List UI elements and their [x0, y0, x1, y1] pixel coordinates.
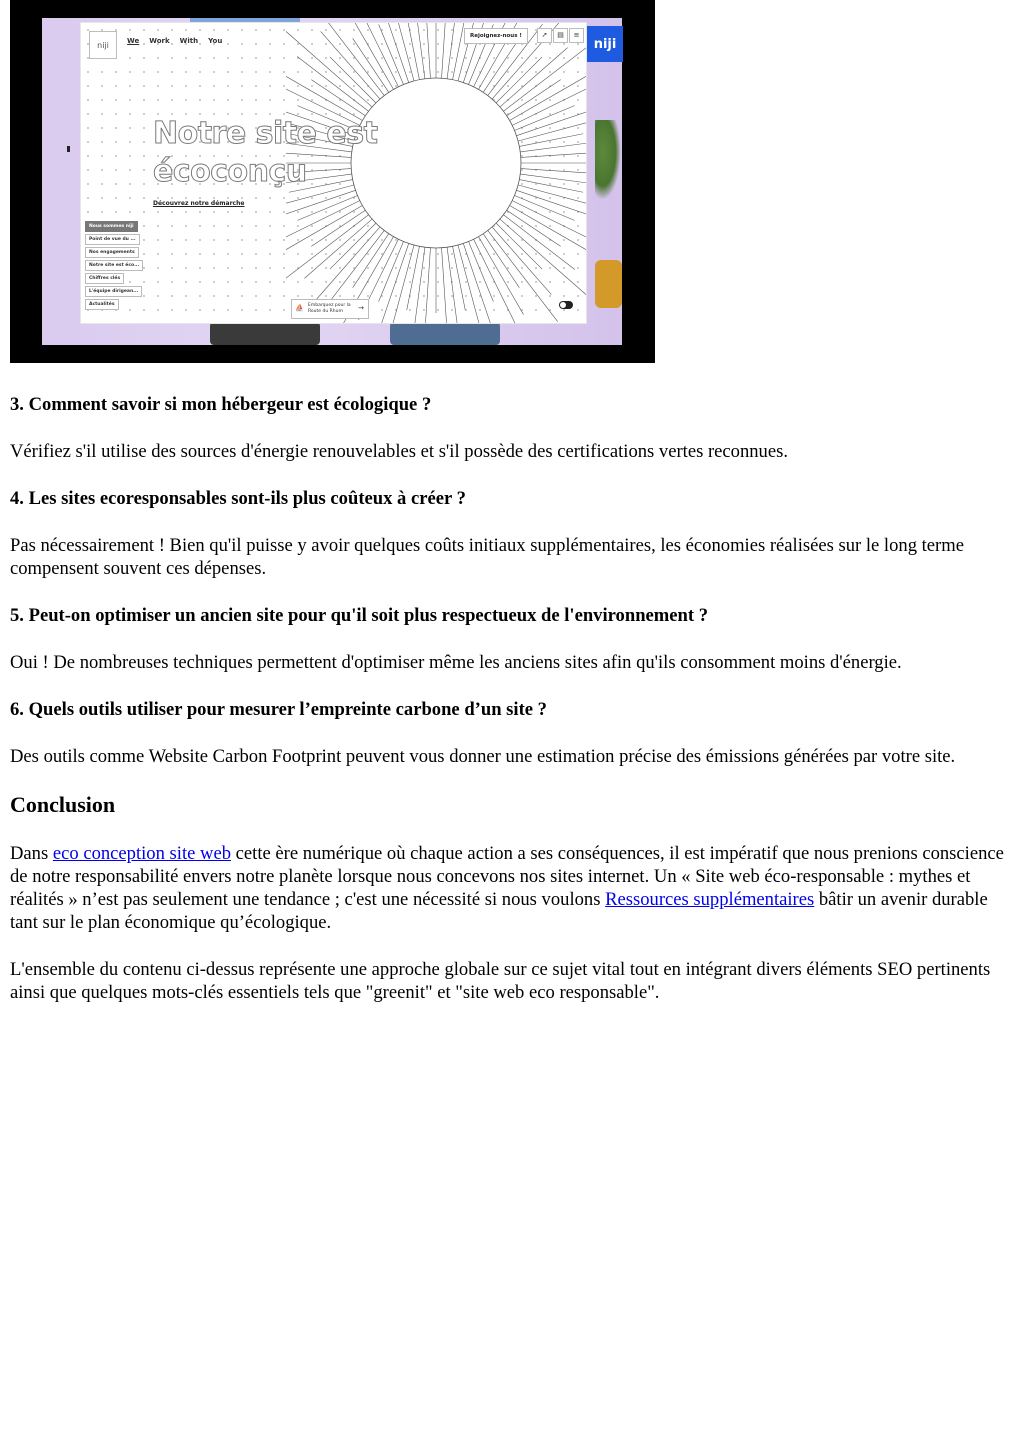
sun-ray — [353, 234, 389, 288]
embark-card — [291, 299, 369, 319]
sun-ray — [297, 56, 368, 111]
conclusion-paragraph-1 — [10, 842, 1014, 934]
sun-ray — [516, 190, 586, 227]
sun-ray — [447, 247, 459, 323]
menu-item: L'équipe dirigean... — [85, 286, 142, 297]
conclusion-text: bâtir un avenir durable tant sur le plan économique qu’écologique. — [10, 889, 988, 933]
sailboat-icon: ⛵ — [295, 304, 304, 312]
sun-ray — [463, 243, 492, 323]
menu-item: Nos engagements — [85, 247, 139, 258]
menu-item: Nous sommes niji — [85, 221, 138, 232]
sun-ray — [510, 206, 586, 264]
section-body: Oui ! De nombreuses techniques permettent d'optimiser même les anciens sites afin qu'ils consomment moins d'énergie. — [10, 652, 902, 673]
hero-cta-link: Découvrez notre démarche — [153, 200, 245, 207]
section-body: Vérifiez s'il utilise des sources d'énergie renouvelables et s'il possède des certifications vertes reconnues. — [10, 441, 788, 462]
nav-item-with: With — [179, 37, 199, 45]
nav-item-work: Work — [149, 37, 170, 45]
niji-badge: niji — [587, 26, 623, 62]
sun-ray — [442, 248, 450, 323]
embark-text: Embarquez pour la Route du Rhum — [308, 303, 351, 314]
conclusion-text: Dans — [10, 843, 53, 864]
join-button: Rejoignez-nous ! — [464, 28, 528, 44]
sun-ray — [391, 245, 414, 323]
section-heading: 3. Comment savoir si mon hébergeur est écologique ? — [10, 394, 432, 415]
sun-ray — [496, 57, 542, 103]
section-heading: 5. Peut-on optimiser un ancien site pour qu'il soit plus respectueux de l'environnement ? — [10, 605, 709, 626]
sun-ray — [314, 23, 384, 96]
sun-ray — [407, 23, 420, 80]
sun-ray — [407, 246, 420, 310]
sun-ray — [353, 38, 389, 92]
site-logo: niji — [89, 31, 117, 59]
sun-ray — [488, 230, 558, 321]
section-heading: 4. Les sites ecoresponsables sont-ils plus coûteux à créer ? — [10, 488, 466, 509]
sun-ray — [348, 23, 399, 87]
conclusion-paragraph-2: L'ensemble du contenu ci-dessus représente une approche globale sur ce sujet vital tout en intégrant divers éléments SEO pertinents ainsi que quelques mots-clés essentiels tels que "greenit" et "site web eco responsable". — [10, 959, 991, 1003]
sun-ray — [503, 41, 586, 111]
nav-item-you: You — [208, 37, 223, 45]
sun-ray — [311, 210, 365, 246]
menu-item: Actualités — [85, 299, 119, 310]
website-preview — [80, 22, 587, 324]
conclusion-text: cette ère numérique où chaque action a ses conséquences, il est impératif que nous prenions conscience de notre responsabilité envers notre planète lorsque nous concevons nos sites internet. Un « Site web éco-responsable : mythes et réalités » n’est pas seulement une tendance ; c'est une nécessité si nous voulons — [10, 843, 1004, 910]
sun-ray — [483, 234, 519, 288]
sun-ray — [521, 150, 586, 158]
sun-ray — [521, 169, 586, 175]
hero-title — [153, 115, 413, 191]
sun-ray — [518, 185, 586, 208]
hero-title-line1: Notre site est — [153, 116, 378, 151]
sun-ray — [423, 23, 431, 78]
sun-ray — [512, 201, 586, 241]
sun-ray — [458, 245, 488, 323]
sun-ray — [330, 57, 376, 103]
theme-toggle — [559, 301, 573, 309]
sun-ray — [349, 23, 394, 89]
sun-ray — [507, 80, 561, 116]
sun-ray — [496, 223, 542, 269]
sun-ray — [516, 107, 586, 136]
menu-item: Point de vue du ... — [85, 234, 140, 245]
sun-ray — [503, 215, 574, 270]
sun-ray — [512, 75, 586, 126]
sun-ray — [453, 246, 466, 310]
sun-ray — [479, 237, 524, 315]
chat-icon: ▤ — [553, 28, 568, 43]
rocket-icon: ➚ — [537, 28, 552, 43]
sun-ray — [311, 80, 365, 116]
section-body: Pas nécessairement ! Bien qu'il puisse y avoir quelques coûts initiaux supplémentaires, les économies réalisées sur le long terme compensent souvent ces dépenses. — [10, 535, 964, 579]
sun-ray — [286, 63, 362, 121]
menu-item: Chiffres clés — [85, 273, 124, 284]
eco-conception-link[interactable]: eco conception site web — [52, 843, 231, 864]
sun-ray — [413, 23, 425, 79]
section-body: Des outils comme Website Carbon Footprint peuvent vous donner une estimation précise des émissions générées par votre site. — [10, 746, 956, 767]
sun-ray — [500, 48, 568, 107]
conclusion-heading: Conclusion — [10, 792, 116, 817]
sun-ray — [321, 31, 380, 99]
sun-ray — [507, 210, 561, 246]
sun-ray — [410, 247, 425, 323]
sun-ray — [519, 134, 583, 147]
video-frame[interactable] — [10, 0, 655, 363]
cursor-icon — [67, 146, 70, 152]
sun-ray — [286, 215, 369, 285]
sun-ray — [329, 230, 384, 301]
sun-ray — [425, 248, 431, 323]
arrow-right-icon: → — [358, 304, 364, 312]
hero-title-line2: écoconçu — [153, 154, 307, 189]
section-heading: 6. Quels outils utiliser pour mesurer l’empreinte carbone d’un site ? — [10, 699, 547, 720]
sun-ray — [442, 23, 448, 78]
sun-ray — [286, 190, 356, 219]
side-menu — [85, 221, 143, 310]
sun-ray — [492, 227, 551, 295]
sun-ray — [330, 223, 376, 269]
nav-item-we: We — [127, 37, 140, 45]
sun-ray — [483, 38, 519, 92]
sun-ray — [474, 239, 525, 323]
additional-resources-link[interactable]: Ressources supplémentaires — [605, 889, 815, 910]
sun-ray — [286, 201, 360, 252]
sun-ray — [520, 140, 586, 152]
sun-ray — [304, 219, 372, 278]
site-nav — [127, 37, 222, 45]
menu-item: Notre site est éco... — [85, 260, 143, 271]
sun-ray — [519, 180, 583, 193]
sun-ray — [384, 23, 414, 81]
menu-icon: ≡ — [569, 28, 584, 43]
article — [10, 393, 1014, 1004]
